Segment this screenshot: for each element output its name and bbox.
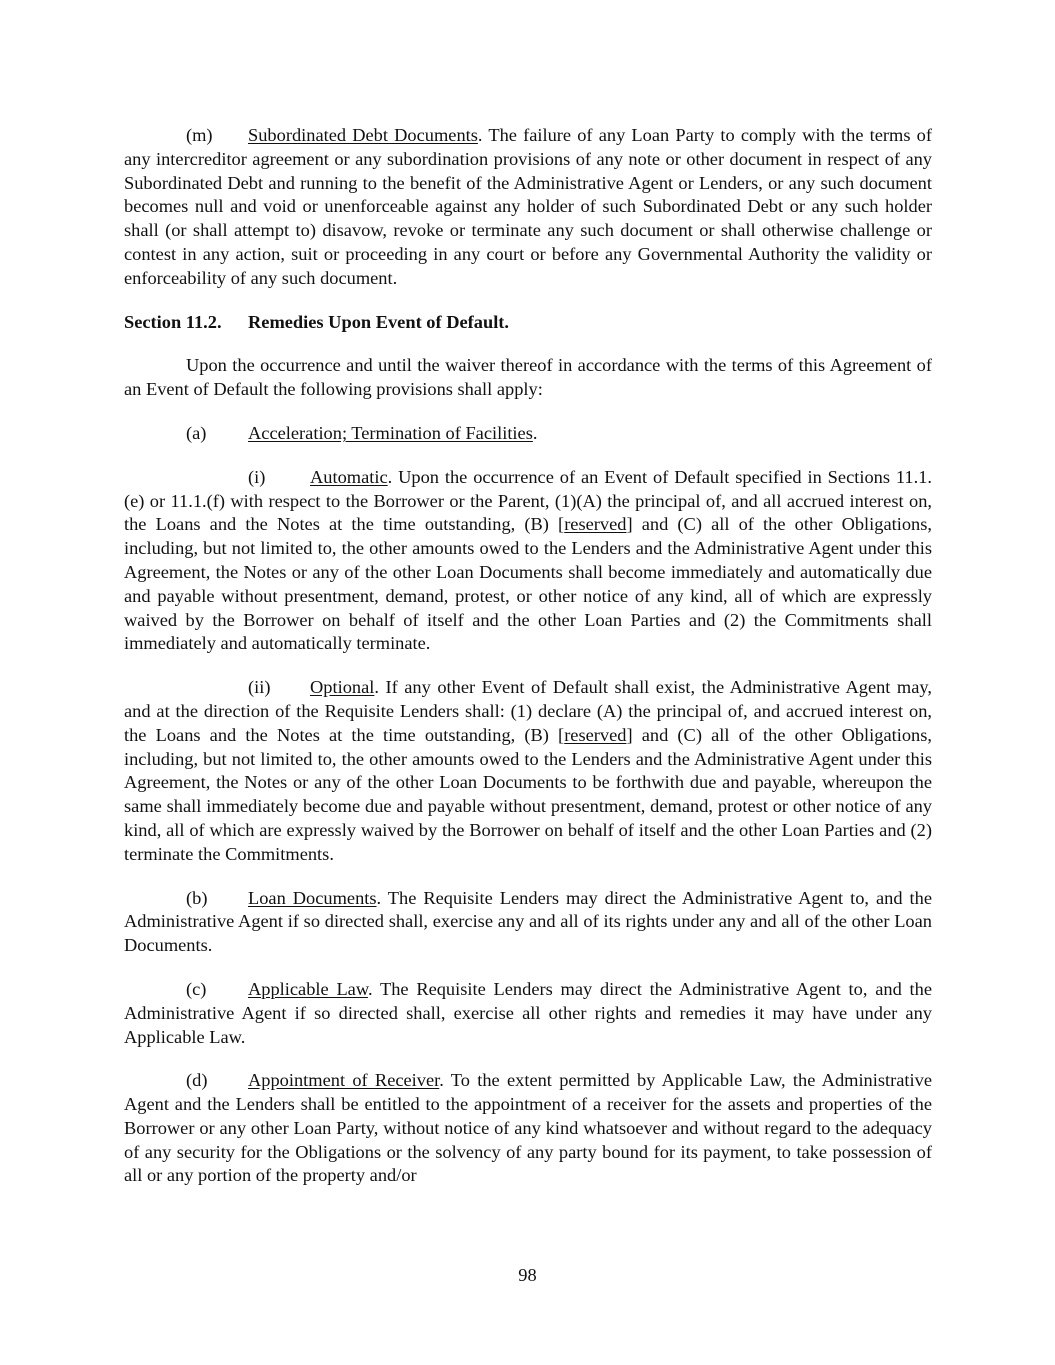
clause-title: Subordinated Debt Documents <box>248 125 478 145</box>
clause-text: ] and (C) all of the other Obligations, including, but not limited to, the other amounts owed to the Lenders and the Administrative Agent under this Agreement, the Notes or any of the other Loan Documents to be forthwith due and payable, whereupon the same shall immediately become due and payable without presentment, demand, protest or other notice of any kind, all of which are expressly waived by the Borrower on behalf of itself and the other Loan Parties and (2) terminate the Commitments. <box>124 724 932 864</box>
paragraph-d <box>124 1069 932 1188</box>
section-heading <box>124 311 932 335</box>
clause-text: ] and (C) all of the other Obligations, including, but not limited to, the other amounts owed to the Lenders and the Administrative Agent under this Agreement, the Notes or any of the other Loan Documents shall become immediately and automatically due and payable without presentment, demand, protest, or other notice of any kind, all of which are expressly waived by the Borrower on behalf of itself and the other Loan Parties and (2) the Commitments shall immediately and automatically terminate. <box>124 514 932 654</box>
clause-label: (c) <box>186 978 207 999</box>
clause-label: (ii) <box>248 677 271 698</box>
clause-title: Loan Documents <box>248 887 377 908</box>
document-page <box>124 124 932 1208</box>
clause-title: Acceleration; Termination of Facilities <box>248 422 533 443</box>
reserved-text: reserved <box>564 514 627 535</box>
section-number: Section 11.2. <box>124 311 222 332</box>
clause-title: Applicable Law <box>248 978 368 999</box>
page-number: 98 <box>518 1265 537 1285</box>
clause-text: . To the extent permitted by Applicable Law, the Administrative Agent and the Lenders shall be entitled to the appointment of a receiver for the assets and properties of the Borrower or any other Loan Party, without notice of any kind whatsoever and without regard to the adequacy of any security for the Obligations or the solvency of any party bound for its payment, to take possession of all or any portion of the property and/or <box>124 1070 932 1186</box>
clause-title: Appointment of Receiver <box>248 1070 440 1091</box>
clause-label: (a) <box>186 422 207 443</box>
reserved-text: reserved <box>564 724 627 745</box>
clause-label: (b) <box>186 887 208 908</box>
clause-text: . The Requisite Lenders may direct the Administrative Agent to, and the Administrative Agent if so directed shall, exercise any and all of its rights under any and all of the other Loan Documents. <box>124 887 932 956</box>
clause-text: . The Requisite Lenders may direct the Administrative Agent to, and the Administrative Agent if so directed shall, exercise all other rights and remedies it may have under any Applicable Law. <box>124 978 932 1047</box>
clause-text: . <box>532 422 538 443</box>
clause-title: Optional <box>310 677 375 698</box>
paragraph-a-i <box>124 466 932 656</box>
section-title: Remedies Upon Event of Default. <box>248 311 510 332</box>
clause-label: (d) <box>186 1070 208 1091</box>
clause-text: . Upon the occurrence of an Event of Default specified in Sections 11.1.(e) or 11.1.(f) with respect to the Borrower or the Parent, (1)(A) the principal of, and all accrued interest on, the Loans and the Notes at the time outstanding, (B) [ <box>124 466 932 535</box>
paragraph-a <box>124 422 932 446</box>
paragraph-b <box>124 887 932 958</box>
clause-label: (m) <box>186 125 213 145</box>
clause-label: (i) <box>248 466 266 487</box>
paragraph-a-ii <box>124 676 932 866</box>
intro-paragraph: Upon the occurrence and until the waiver thereof in accordance with the terms of this Agreement of an Event of Default the following provisions shall apply: <box>124 355 932 400</box>
clause-text: . If any other Event of Default shall exist, the Administrative Agent may, and at the direction of the Requisite Lenders shall: (1) declare (A) the principal of, and accrued interest on, the Loans and the Notes at the time outstanding, (B) [ <box>124 677 932 745</box>
paragraph-m <box>124 124 932 291</box>
clause-text: . The failure of any Loan Party to comply with the terms of any intercreditor agreement or any subordination provisions of any note or other document in respect of any Subordinated Debt and running to the benefit of the Administrative Agent or Lenders, or any such document becomes null and void or unenforceable against any holder of such Subordinated Debt or any such holder shall (or shall attempt to) disavow, revoke or terminate any such document or shall otherwise challenge or contest in any action, suit or proceeding in any court or before any Governmental Authority the validity or enforceability of any such document. <box>124 125 932 288</box>
paragraph-c <box>124 978 932 1049</box>
clause-title: Automatic <box>310 466 388 487</box>
